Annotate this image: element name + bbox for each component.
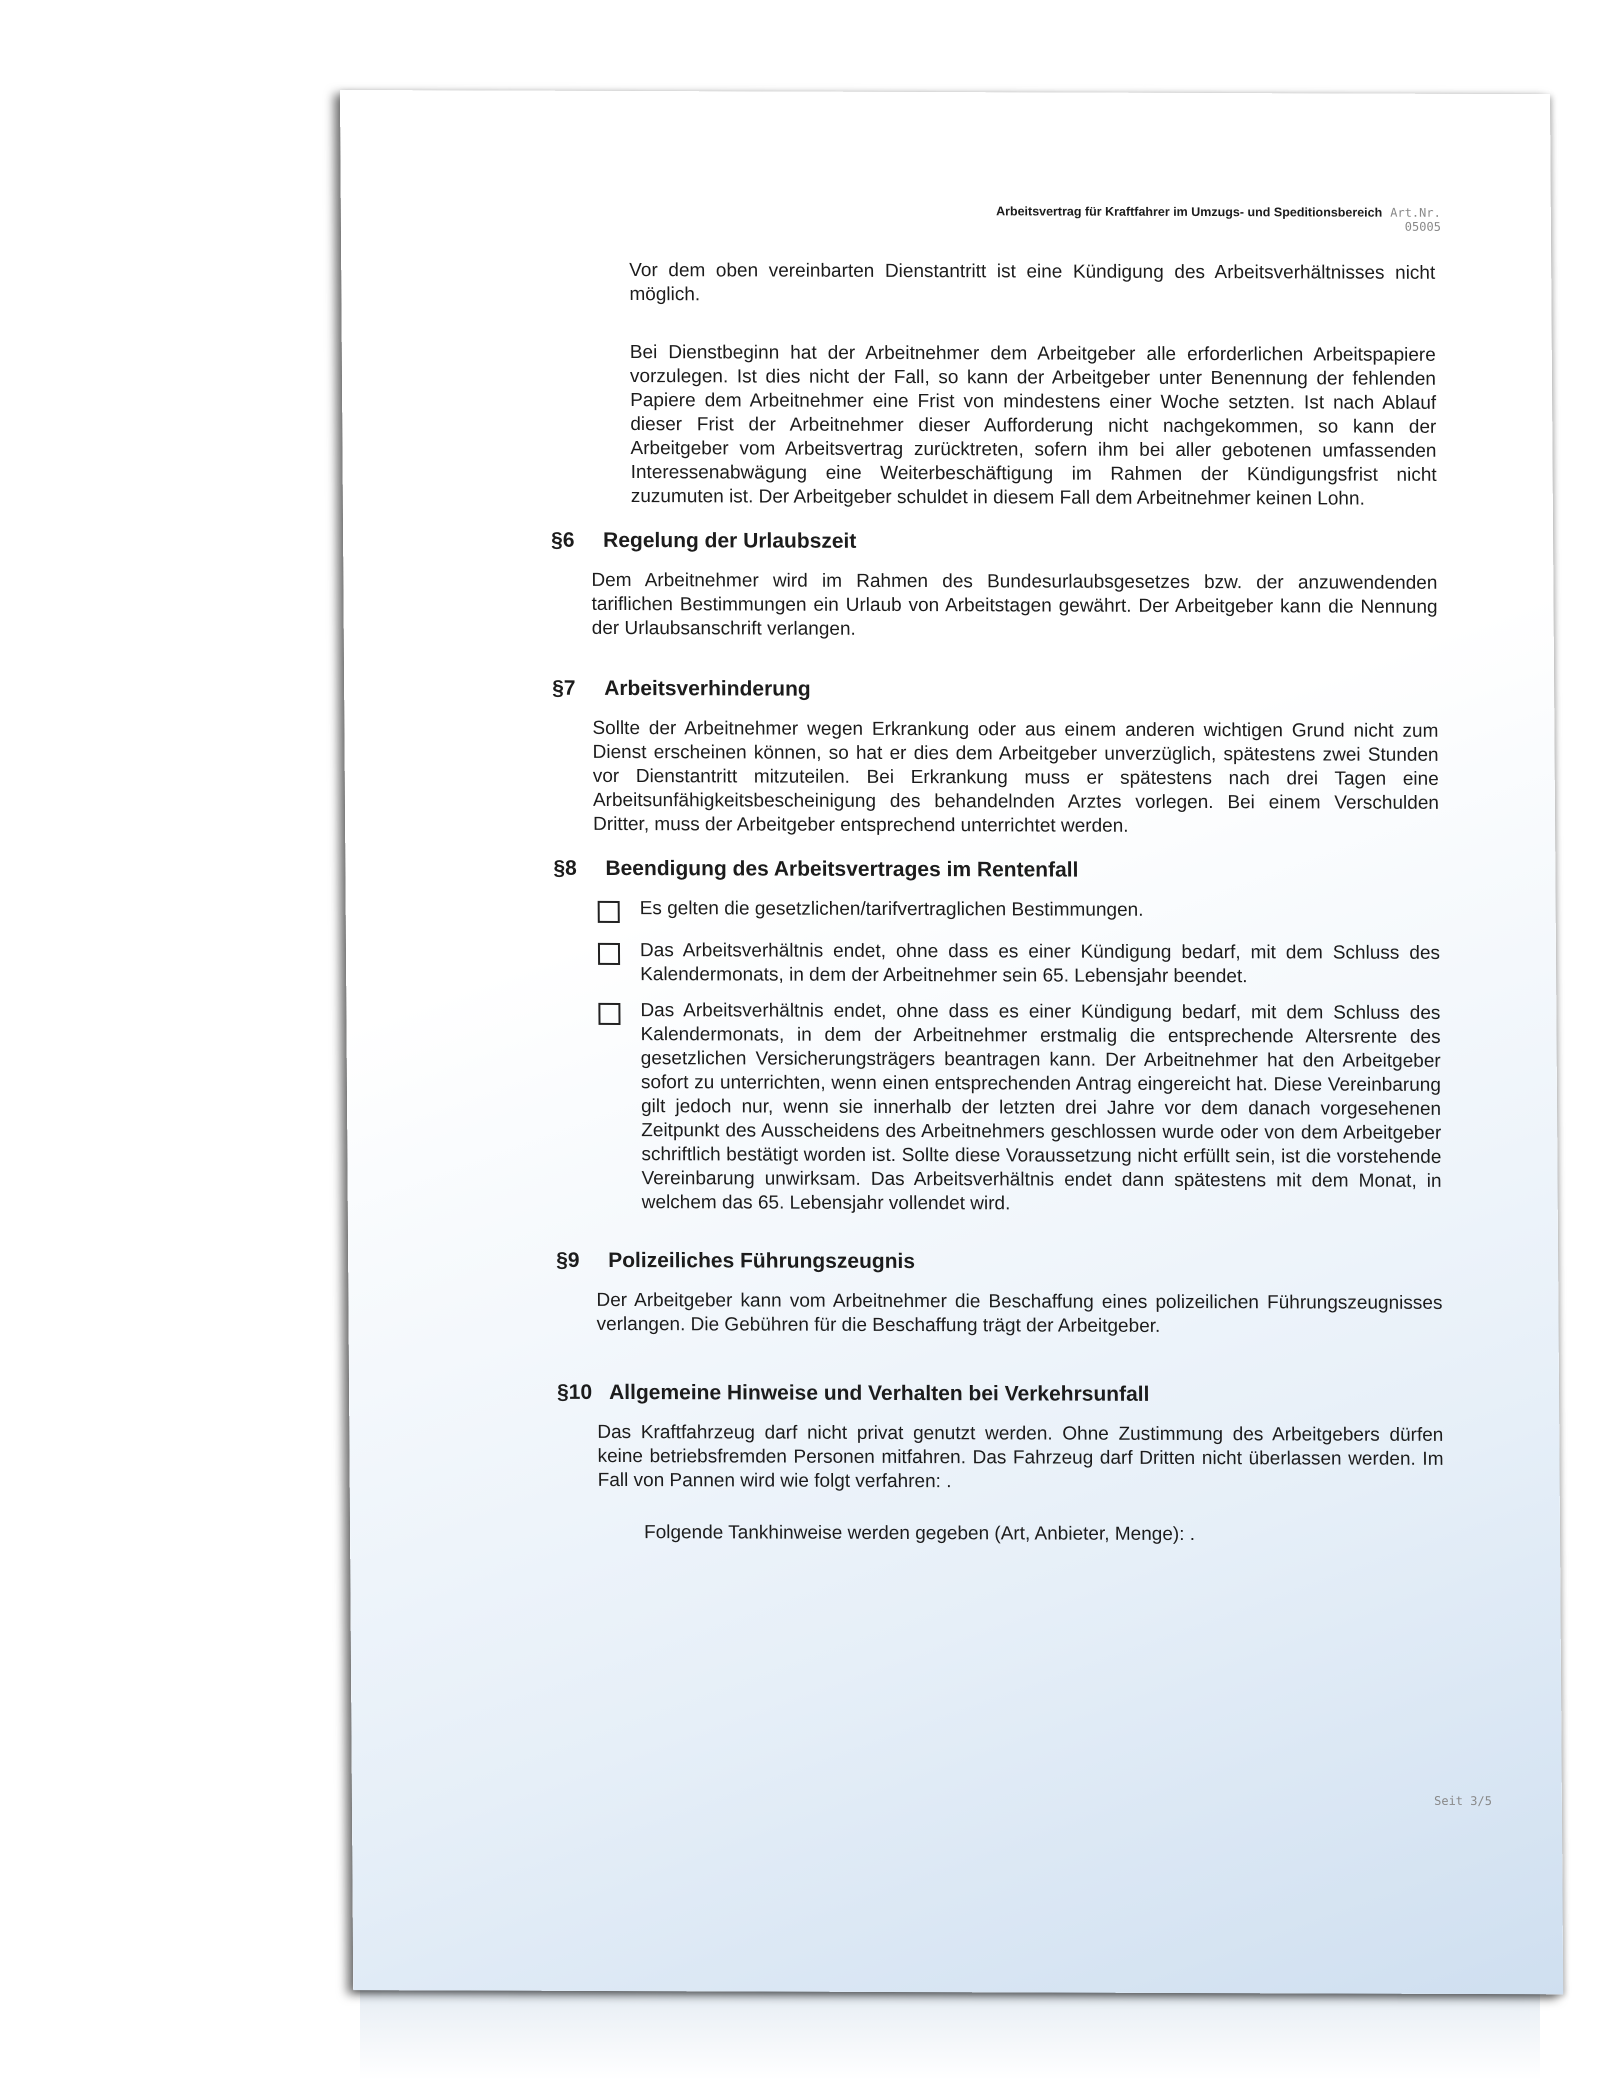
document-page [340,90,1563,1994]
option-3-label: Das Arbeitsverhältnis endet, ohne dass es einer Kündigung bedarf, mit dem Schluss des Kalendermonats, in dem der Arbeitnehmer erstmalig die entsprechende Altersrente des gesetzlichen Versicherungsträgers beantragen kann. Der Arbeitnehmer hat den Arbeitgeber sofort zu unterrichten, wenn einen entsprechenden Antrag eingereicht hat. Diese Vereinbarung gilt jedoch nur, wenn sie innerhalb der letzten drei Jahre vor dem danach vorgesehenen Zeitpunkt des Ausscheidens des Arbeitnehmers geschlossen wurde oder von dem Arbeitgeber schriftlich bestätigt worden ist. Sollte diese Voraussetzung nicht erfüllt sein, ist die vorstehende Vereinbarung unwirksam. Das Arbeitsverhältnis endet dann spätestens mit dem Monat, in welchem das 65. Lebensjahr vollendet wird. [640,1000,1442,1215]
tank-hints: Folgende Tankhinweise werden gegeben (Art, Anbieter, Menge): . [643,1522,1196,1546]
section-9-text: Der Arbeitgeber kann vom Arbeitnehmer die Beschaffung eines polizeilichen Führungszeugnisses verlangen. Die Gebühren für die Beschaffung trägt der Arbeitgeber. [596,1289,1443,1337]
intro-paragraph-2: Bei Dienstbeginn hat der Arbeitnehmer dem Arbeitgeber alle erforderlichen Arbeitspapiere vorzulegen. Ist dies nicht der Fall, so kann der Arbeitgeber unter Benennung der fehlenden Papiere dem Arbeitnehmer eine Frist von mindestens einer Woche setzten. Ist nach Ablauf dieser Frist der Arbeitnehmer dieser Aufforderung nicht nachgekommen, so kann der Arbeitgeber vom Arbeitsvertrag zurücktreten, sofern ihm bei aller gebotenen umfassenden Interessenabwägung eine Weiterbeschäftigung im Rahmen der Kündigungsfrist nicht zuzumuten ist. Der Arbeitgeber schuldet in diesem Fall dem Arbeitnehmer keinen Lohn. [629,342,1437,510]
section-6-number: §6 [551,528,575,552]
section-8-heading [553,857,1078,883]
section-7-number: §7 [552,676,576,700]
option-1-checkbox[interactable] [598,901,620,923]
option-1-label: Es gelten die gesetzlichen/tarifvertraglichen Bestimmungen. [639,898,1144,921]
page-reflection [360,1990,1540,2080]
option-3-checkbox[interactable] [598,1003,620,1025]
section-9-number: §9 [556,1248,580,1272]
section-6-title: Regelung der Urlaubszeit [603,528,857,553]
document-title: Arbeitsvertrag für Kraftfahrer im Umzugs- und Speditionsbereich [996,204,1383,220]
section-7-heading [552,677,811,702]
option-2-checkbox[interactable] [598,943,620,965]
section-9-title: Polizeiliches Führungszeugnis [608,1248,916,1274]
section-7-title: Arbeitsverhinderung [604,676,811,701]
section-6-heading [551,529,856,554]
section-9-heading [556,1249,915,1274]
section-10-title: Allgemeine Hinweise und Verhalten bei Verkehrsunfall [608,1380,1150,1406]
option-2-label: Das Arbeitsverhältnis endet, ohne dass es einer Kündigung bedarf, mit dem Schluss des Kalendermonats, in dem der Arbeitnehmer sein 65. Lebensjahr beendet. [639,940,1441,988]
section-8-number: §8 [553,856,577,880]
section-8-title: Beendigung des Arbeitsvertrages im Rentenfall [605,856,1079,882]
intro-paragraph-1: Vor dem oben vereinbarten Dienstantritt ist eine Kündigung des Arbeitsverhältnisses nicht möglich. [629,260,1436,306]
article-number: Art.Nr. 05005 [1390,205,1441,234]
document-header [961,204,1441,234]
section-7-text: Sollte der Arbeitnehmer wegen Erkrankung oder aus einem anderen wichtigen Grund nicht zum Dienst erscheinen können, so hat er dies dem Arbeitgeber unverzüglich, spätestens zwei Stunden vor Dienstantritt mitzuteilen. Bei Erkrankung muss er spätestens nach drei Tagen eine Arbeitsunfähigkeitsbescheinigung des behandelnden Arztes vorlegen. Bei einem Verschulden Dritter, muss der Arbeitgeber entsprechend unterrichtet werden. [592,717,1439,837]
section-6-text: Dem Arbeitnehmer wird im Rahmen des Bundesurlaubsgesetzes bzw. der anzuwendenden tariflichen Bestimmungen ein Urlaub von Arbeitstagen gewährt. Der Arbeitgeber kann die Nennung der Urlaubsanschrift verlangen. [591,569,1438,640]
page-number: Seit 3/5 [1434,1793,1492,1809]
section-10-number: §10 [557,1380,593,1404]
section-10-text: Das Kraftfahrzeug darf nicht privat genutzt werden. Ohne Zustimmung des Arbeitgebers dürfen keine betriebsfremden Personen mitfahren. Das Fahrzeug darf Dritten nicht überlassen werden. Im Fall von Pannen wird wie folgt verfahren: . [597,1421,1444,1493]
section-10-heading [557,1381,1149,1407]
